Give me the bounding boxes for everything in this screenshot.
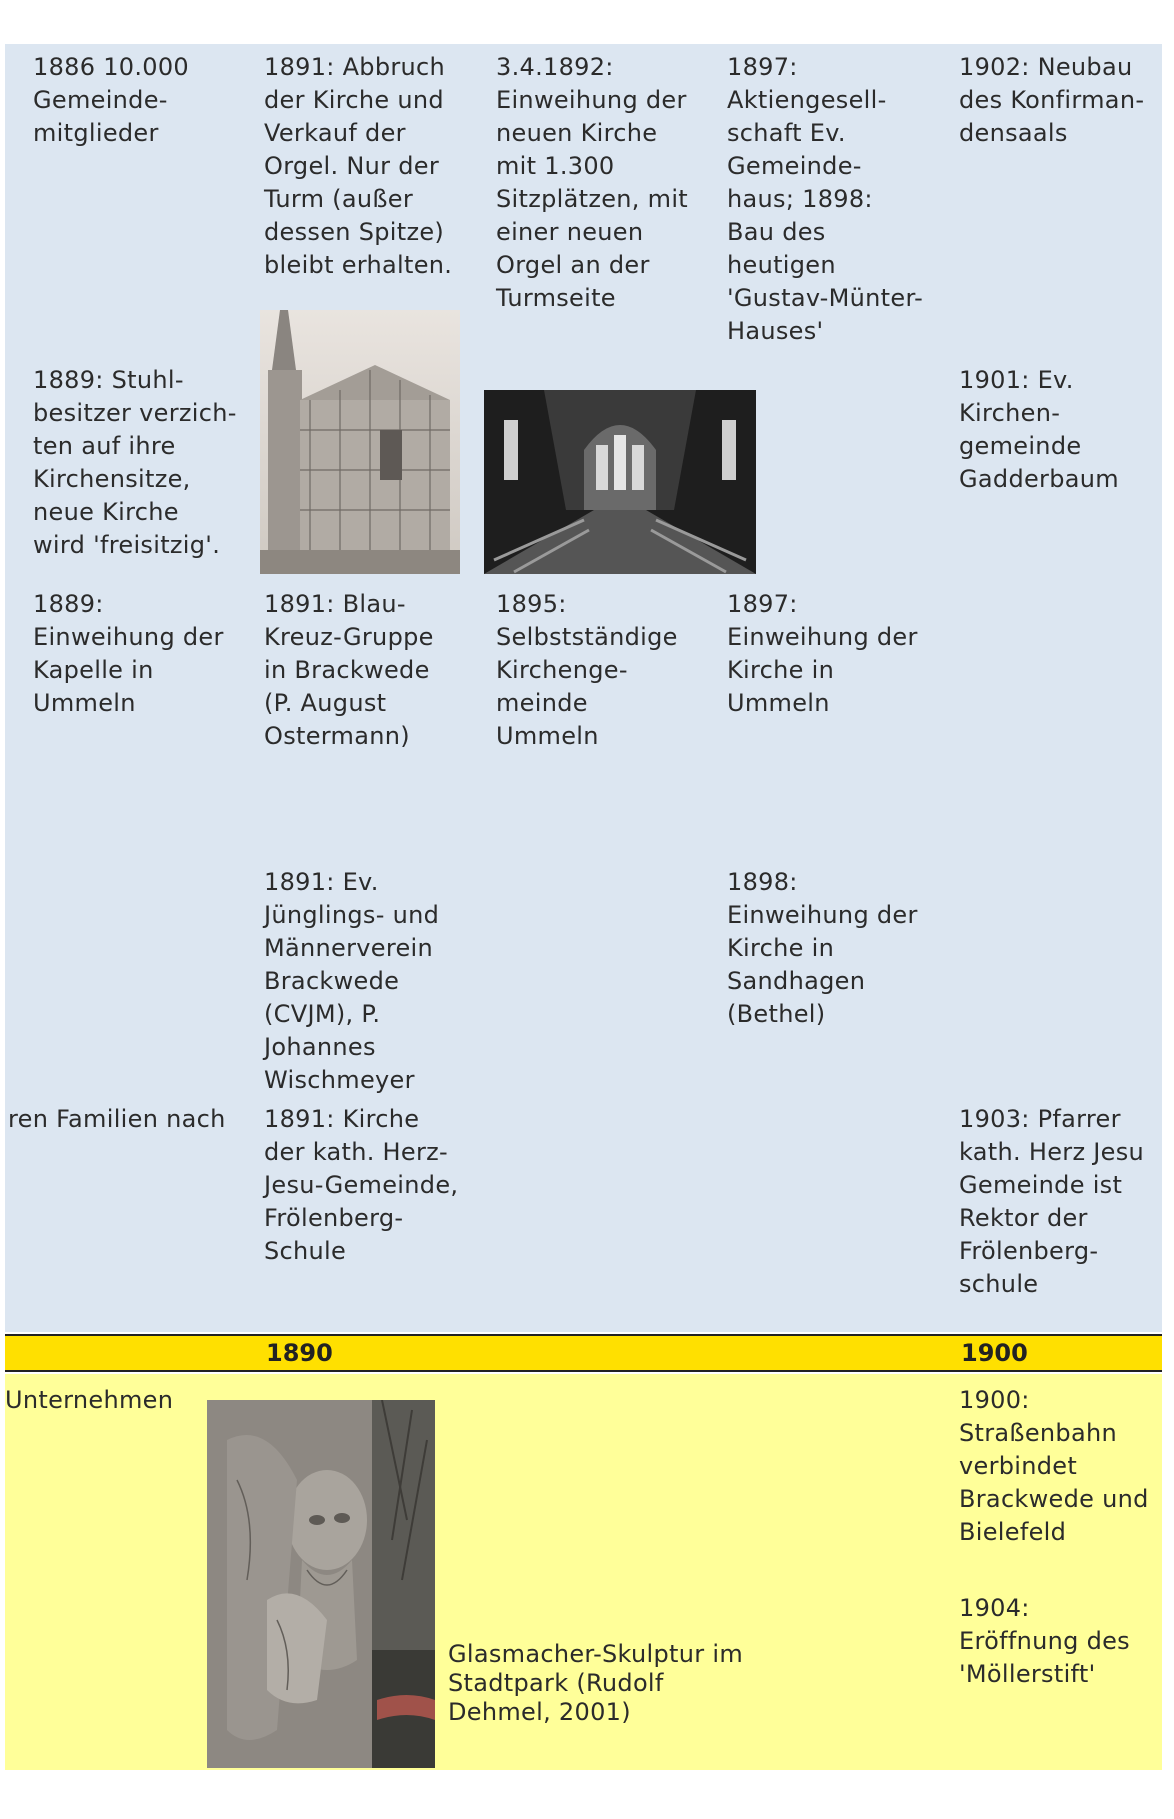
event-1903-pastor: 1903: Pfarrer kath. Herz Jesu Gemeinde ist Rektor der Frölenberg- schule <box>959 1105 1145 1298</box>
event-1891-cvjm: 1891: Ev. Jünglings- und Männerverein Brackwede (CVJM), P. Johannes Wischmeyer <box>264 868 440 1094</box>
glassmaker-sculpture-photo <box>207 1400 435 1768</box>
sculpture-caption: Glasmacher-Skulptur im Stadtpark (Rudolf Dehmel, 2001) <box>448 1640 743 1726</box>
event-families-fragment: ren Familien nach <box>8 1105 226 1133</box>
event-1902-confirmation-hall: 1902: Neubau des Konfirman- densaals <box>959 53 1145 147</box>
year-label-1890: 1890 <box>266 1339 333 1367</box>
economy-label-fragment: Unternehmen <box>5 1386 174 1414</box>
event-1901-gadderbaum: 1901: Ev. Kirchen- gemeinde Gadderbaum <box>959 366 1119 493</box>
year-label-1900: 1900 <box>961 1339 1028 1367</box>
event-1892-consecration: 3.4.1892: Einweihung der neuen Kirche mit 1.300 Sitzplätzen, mit einer neuen Orgel an der Turmseite <box>496 53 689 312</box>
church-interior-photo <box>484 390 756 574</box>
event-1886-members: 1886 10.000 Gemeinde- mitglieder <box>33 53 189 147</box>
event-1891-blue-cross: 1891: Blau- Kreuz-Gruppe in Brackwede (P. August Ostermann) <box>264 590 434 750</box>
event-1897-church-ummeln: 1897: Einweihung der Kirche in Ummeln <box>727 590 918 717</box>
event-1889-chapel-ummeln: 1889: Einweihung der Kapelle in Ummeln <box>33 590 224 717</box>
event-1891-demolition: 1891: Abbruch der Kirche und Verkauf der Orgel. Nur der Turm (außer dessen Spitze) bleibt erhalten. <box>264 53 453 279</box>
event-1904-moellerstift: 1904: Eröffnung des 'Möllerstift' <box>959 1594 1130 1688</box>
event-1889-seat-owners: 1889: Stuhl- besitzer verzich- ten auf ihre Kirchensitze, neue Kirche wird 'freisitzig'. <box>33 366 237 559</box>
church-construction-photo <box>260 310 460 574</box>
event-1898-church-sandhagen: 1898: Einweihung der Kirche in Sandhagen (Bethel) <box>727 868 918 1028</box>
event-1895-parish-ummeln: 1895: Selbstständige Kirchenge- meinde Ummeln <box>496 590 678 750</box>
event-1891-catholic-church: 1891: Kirche der kath. Herz- Jesu-Gemeinde, Frölenberg- Schule <box>264 1105 459 1265</box>
event-1900-tram: 1900: Straßenbahn verbindet Brackwede und Bielefeld <box>959 1386 1149 1546</box>
event-1897-community-house: 1897: Aktiengesell- schaft Ev. Gemeinde- haus; 1898: Bau des heutigen 'Gustav-Münter- Hauses' <box>727 53 924 345</box>
